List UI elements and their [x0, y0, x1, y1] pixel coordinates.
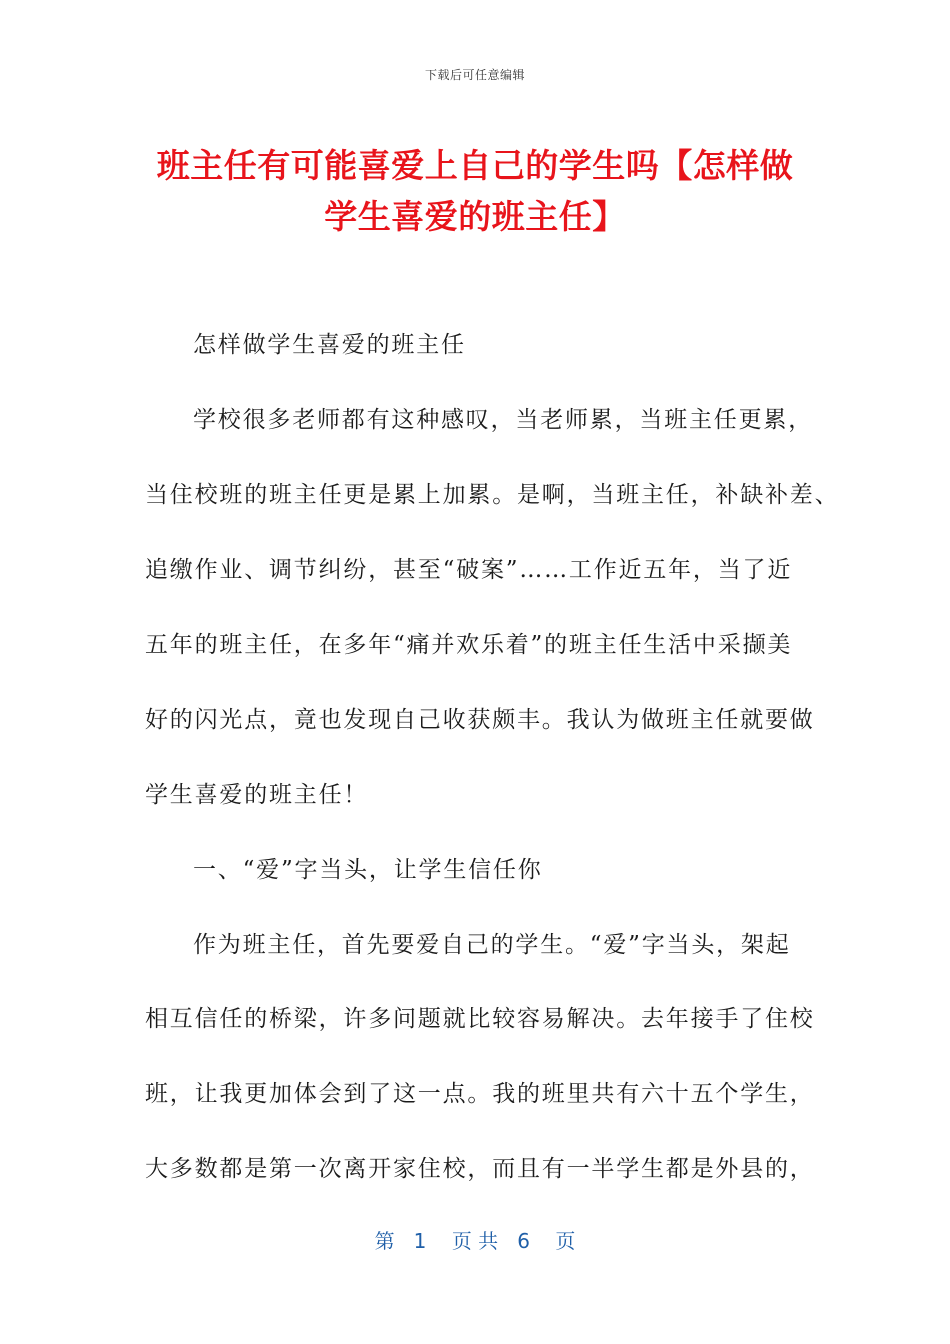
- paragraph-line: 作为班主任，首先要爱自己的学生。“爱”字当头，架起: [193, 932, 791, 958]
- title-line-2: 学生喜爱的班主任】: [324, 197, 626, 236]
- paragraph-line: 学生喜爱的班主任！: [145, 782, 369, 808]
- paragraph-line: 班，让我更加体会到了这一点。我的班里共有六十五个学生，: [145, 1081, 815, 1107]
- page-number-footer: 第 1 页 共 6 页: [374, 1229, 576, 1253]
- paragraph-line: 学校很多老师都有这种感叹，当老师累，当班主任更累，: [193, 407, 813, 433]
- paragraph-line: 好的闪光点，竟也发现自己收获颇丰。我认为做班主任就要做: [145, 707, 815, 733]
- subsection-heading: 一、“爱”字当头，让学生信任你: [193, 857, 543, 883]
- paragraph-line: 五年的班主任，在多年“痛并欢乐着”的班主任生活中采撷美: [145, 632, 793, 658]
- document-title: [145, 140, 805, 242]
- paragraph-line: 追缴作业、调节纠纷，甚至“破案”……工作近五年，当了近: [145, 557, 793, 583]
- paragraph-line: 大多数都是第一次离开家住校，而且有一半学生都是外县的，: [145, 1156, 815, 1182]
- title-line-1: 班主任有可能喜爱上自己的学生吗【怎样做: [156, 146, 794, 185]
- section-heading: 怎样做学生喜爱的班主任: [193, 332, 466, 358]
- header-note: 下载后可任意编辑: [424, 68, 525, 82]
- paragraph-line: 当住校班的班主任更是累上加累。是啊，当班主任，补缺补差、: [145, 482, 840, 508]
- paragraph-line: 相互信任的桥梁，许多问题就比较容易解决。去年接手了住校: [145, 1006, 815, 1032]
